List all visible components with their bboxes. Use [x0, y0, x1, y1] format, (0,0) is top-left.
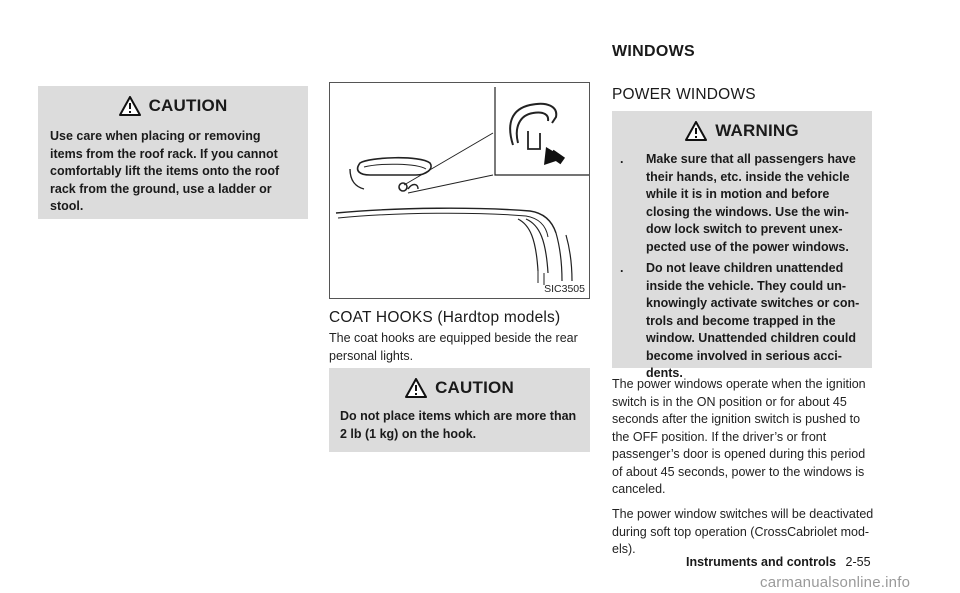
caution-heading-row — [329, 378, 590, 398]
text-line: The coat hooks are equipped beside the rear — [329, 331, 578, 345]
bullet-line: closing the windows. Use the win- — [646, 204, 849, 219]
text-line: the OFF position. If the driver’s or front — [612, 429, 827, 444]
warning-triangle-icon — [405, 378, 427, 398]
caution-heading: CAUTION — [435, 378, 514, 397]
bullet-line: Do not leave children unattended — [646, 261, 844, 275]
bullet-line: become involved in serious acci- — [646, 348, 842, 363]
text-line: canceled. — [612, 482, 666, 496]
power-windows-paragraph-1 — [612, 376, 877, 499]
caution-heading-row — [38, 96, 308, 116]
text-line: switch is in the ON position or for about 45 — [612, 394, 847, 409]
text-line: of about 45 seconds, power to the windows is — [612, 464, 865, 479]
bullet-line: pected use of the power windows. — [646, 239, 849, 254]
bullet-line: knowingly activate switches or con- — [646, 296, 860, 310]
figure-coat-hook — [329, 82, 590, 299]
footer-page-number: 2-55 — [845, 555, 871, 569]
text-line: els). — [612, 542, 636, 556]
text-line: during soft top operation (CrossCabriolet mod- — [612, 524, 870, 539]
bullet-line: Make sure that all passengers have — [646, 152, 856, 166]
warning-box-power-windows — [612, 111, 872, 380]
caution-line: rack from the ground, use a ladder or — [50, 181, 272, 196]
caution-line: Use care when placing or removing — [50, 129, 261, 143]
coat-hooks-heading: COAT HOOKS (Hardtop models) — [329, 309, 561, 326]
footer-section: Instruments and controls — [686, 555, 837, 569]
caution-line: Do not place items which are more than — [340, 409, 577, 423]
bullet-line: trols and become trapped in the — [646, 313, 836, 328]
caution-box-coat-hook — [329, 368, 590, 452]
watermark: carmanualsonline.info — [760, 574, 911, 591]
bullet-dot: . — [620, 152, 624, 166]
coat-hooks-text — [329, 330, 594, 365]
bullet-line: inside the vehicle. They could un- — [646, 278, 847, 293]
caution-line: comfortably lift the items onto the roof — [50, 164, 280, 178]
bullet-dot: . — [620, 261, 624, 275]
warning-heading: WARNING — [715, 121, 799, 140]
coat-hook-illustration — [330, 83, 589, 298]
text-line: seconds after the ignition switch is pushed to — [612, 412, 861, 426]
bullet-line: their hands, etc. inside the vehicle — [646, 169, 850, 184]
text-line: The power windows operate when the ignition — [612, 377, 866, 391]
warning-bullet — [612, 151, 862, 256]
caution-box-roof-rack — [38, 86, 308, 219]
warning-bullet — [612, 260, 862, 383]
power-windows-heading: POWER WINDOWS — [612, 86, 756, 103]
page-footer — [686, 555, 871, 569]
warning-triangle-icon — [685, 121, 707, 141]
text-line: personal lights. — [329, 348, 414, 363]
power-windows-paragraph-2 — [612, 506, 877, 559]
bullet-line: dow lock switch to prevent unex- — [646, 222, 843, 236]
figure-code: SIC3505 — [544, 283, 585, 295]
windows-section-heading: WINDOWS — [612, 43, 695, 60]
bullet-line: window. Unattended children could — [646, 331, 856, 345]
text-line: passenger’s door is opened during this period — [612, 447, 866, 461]
caution-line: stool. — [50, 199, 84, 213]
warning-heading-row — [612, 121, 872, 141]
caution-line: 2 lb (1 kg) on the hook. — [340, 426, 477, 441]
bullet-line: while it is in motion and before — [646, 187, 830, 201]
text-line: The power window switches will be deactivated — [612, 507, 874, 521]
caution-heading: CAUTION — [148, 96, 228, 115]
bullet-line: dents. — [646, 366, 683, 380]
caution-line: items from the roof rack. If you cannot — [50, 146, 278, 161]
warning-triangle-icon — [119, 96, 141, 116]
